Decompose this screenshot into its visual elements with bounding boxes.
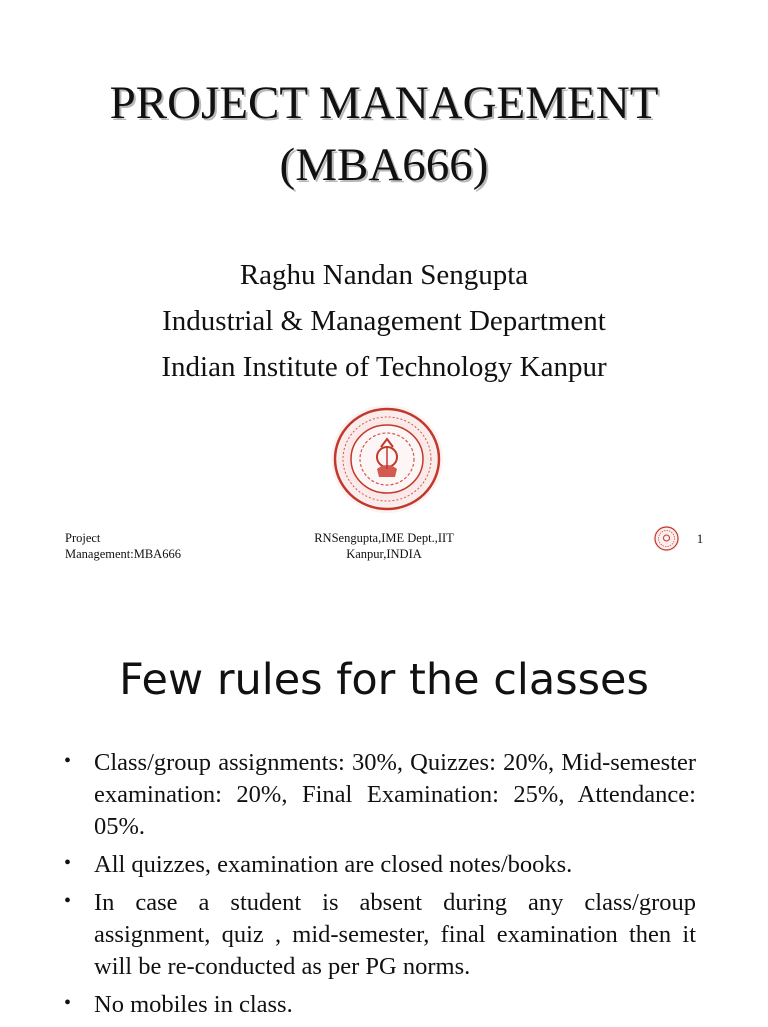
bullet-icon: • [64, 890, 72, 912]
slide-2 [0, 580, 768, 1024]
footer-course-line-1: Project [65, 531, 101, 545]
rules-title: Few rules for the classes [119, 655, 649, 705]
institute-seal-icon [329, 403, 445, 515]
list-item [64, 747, 696, 843]
bullet-icon: • [64, 852, 72, 874]
institute-name: Indian Institute of Technology Kanpur [161, 351, 607, 383]
footer-author-line-2: Kanpur,INDIA [346, 547, 422, 561]
rule-text: Class/group assignments: 30%, Quizzes: 20%, Mid-semester examination: 20%, Final Examination: 25%, Attendance: 05%. [94, 749, 696, 840]
rules-list [64, 747, 696, 1027]
footer-course-line-2: Management:MBA666 [65, 547, 181, 561]
course-title-line-2: (MBA666) [279, 139, 489, 191]
list-item [64, 887, 696, 983]
footer-course [65, 530, 235, 562]
footer-seal-icon [653, 525, 680, 552]
course-title [0, 72, 768, 196]
footer-author [300, 530, 468, 562]
department-name: Industrial & Management Department [162, 305, 606, 337]
list-item [64, 849, 696, 881]
author-block [0, 252, 768, 390]
author-name: Raghu Nandan Sengupta [239, 259, 529, 291]
bullet-icon: • [64, 992, 72, 1014]
list-item [64, 989, 696, 1021]
footer-author-line-1: RNSengupta,IME Dept.,IIT [314, 531, 454, 545]
rule-text: No mobiles in class. [94, 991, 293, 1018]
course-title-line-1: PROJECT MANAGEMENT [109, 77, 659, 129]
bullet-icon: • [64, 750, 72, 772]
rule-text: All quizzes, examination are closed notes/books. [94, 851, 573, 878]
rule-text: In case a student is absent during any class/group assignment, quiz , mid-semester, final examination then it will be re-conducted as per PG norms. [94, 889, 696, 980]
page-number: 1 [696, 531, 704, 546]
